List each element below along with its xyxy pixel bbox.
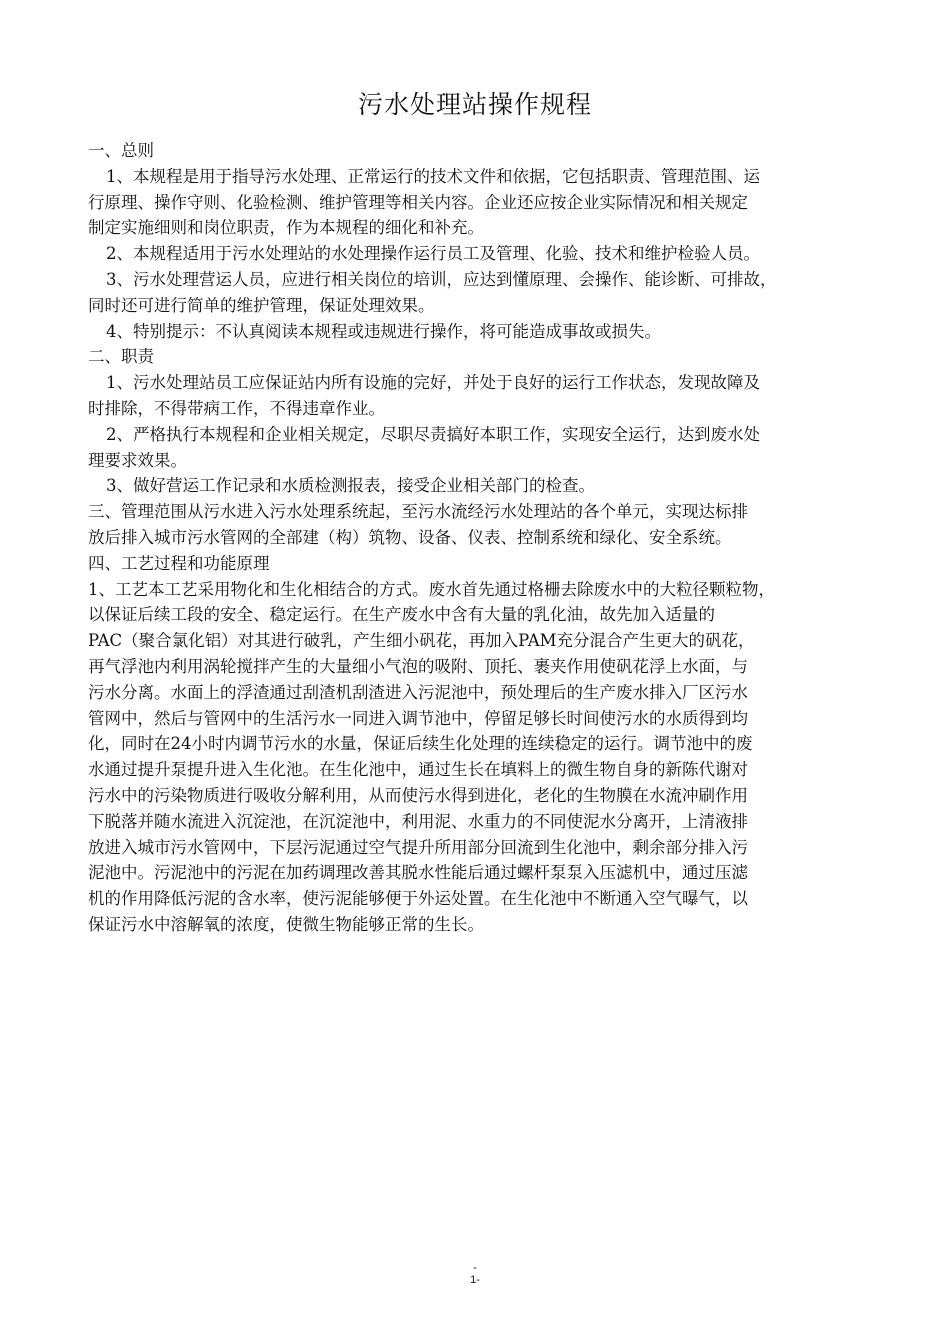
- text-line: 1、本规程是用于指导污水处理、正常运行的技术文件和依据，它包括职责、管理范围、运: [106, 166, 760, 186]
- text-line: 以保证后续工段的安全、稳定运行。在生产废水中含有大量的乳化油，故先加入适量的: [88, 605, 715, 625]
- footer-dash: -: [473, 1262, 477, 1274]
- text-line: 放进入城市污水管网中，下层污泥通过空气提升所用部分回流到生化池中，剩余部分排入污: [88, 837, 748, 857]
- text-line: 污水分离。水面上的浮渣通过刮渣机刮渣进入污泥池中，预处理后的生产废水排入厂区污水: [88, 682, 748, 702]
- text-line: 理要求效果。: [88, 450, 187, 470]
- text-line: 2、本规程适用于污水处理站的水处理操作运行员工及管理、化验、技术和维护检验人员。: [106, 244, 760, 264]
- text-line: 1、污水处理站员工应保证站内所有设施的完好，并处于良好的运行工作状态，发现故障及: [106, 373, 760, 393]
- text-line: 再气浮池内利用涡轮搅拌产生的大量细小气泡的吸附、顶托、裹夹作用使矾花浮上水面，与: [88, 656, 748, 676]
- text-line: 2、严格执行本规程和企业相关规定，尽职尽责搞好本职工作，实现安全运行，达到废水处: [106, 424, 760, 444]
- text-line: 制定实施细则和岗位职责，作为本规程的细化和补充。: [88, 218, 484, 238]
- text-line: 下脱落并随水流进入沉淀池，在沉淀池中，利用泥、水重力的不同使泥水分离开，上清液排: [88, 811, 748, 831]
- text-line: 三、管理范围从污水进入污水处理系统起，至污水流经污水处理站的各个单元，实现达标排: [88, 502, 748, 522]
- text-line: 时排除，不得带病工作，不得违章作业。: [88, 398, 385, 418]
- text-line: 一、总则: [88, 141, 154, 160]
- text-line: 行原理、操作守则、化验检测、维护管理等相关内容。企业还应按企业实际情况和相关规定: [88, 192, 748, 212]
- text-line: 同时还可进行简单的维护管理，保证处理效果。: [88, 295, 435, 315]
- text-line: 四、工艺过程和功能原理: [88, 553, 270, 573]
- text-line: 污水中的污染物质进行吸收分解利用，从而使污水得到进化，老化的生物膜在水流冲刷作用: [88, 785, 748, 805]
- text-line: 4、特别提示：不认真阅读本规程或违规进行操作，将可能造成事故或损失。: [106, 321, 661, 341]
- text-line: 泥池中。污泥池中的污泥在加药调理改善其脱水性能后通过螺杆泵泵入压滤机中，通过压滤: [88, 863, 748, 883]
- text-line: PAC（聚合氯化铝）对其进行破乳，产生细小矾花，再加入PAM充分混合产生更大的矾花，: [88, 631, 755, 651]
- document-body: [88, 138, 878, 938]
- text-line: 保证污水中溶解氧的浓度，使微生物能够正常的生长。: [88, 914, 484, 934]
- text-line: 3、做好营运工作记录和水质检测报表，接受企业相关部门的检查。: [106, 476, 595, 496]
- text-line: 管网中，然后与管网中的生活污水一同进入调节池中，停留足够长时间使污水的水质得到均: [88, 708, 748, 728]
- text-line: 1、工艺本工艺采用物化和生化相结合的方式。废水首先通过格栅去除废水中的大粒径颗粒物，: [88, 579, 775, 599]
- document-title: 污水处理站操作规程: [357, 90, 592, 119]
- text-line: 化，同时在24小时内调节污水的水量，保证后续生化处理的连续稳定的运行。调节池中的废: [88, 734, 753, 754]
- text-line: 二、职责: [88, 347, 154, 367]
- text-line: 机的作用降低污泥的含水率，使污泥能够便于外运处置。在生化池中不断通入空气曝气，以: [88, 889, 748, 909]
- text-line: 水通过提升泵提升进入生化池。在生化池中，通过生长在填料上的微生物自身的新陈代谢对: [88, 760, 748, 780]
- text-line: 3、污水处理营运人员，应进行相关岗位的培训，应达到懂原理、会操作、能诊断、可排故，: [106, 269, 777, 289]
- page-number: 1-: [470, 1274, 480, 1286]
- text-line: 放后排入城市污水管网的全部建（构）筑物、设备、仪表、控制系统和绿化、安全系统。: [88, 527, 732, 547]
